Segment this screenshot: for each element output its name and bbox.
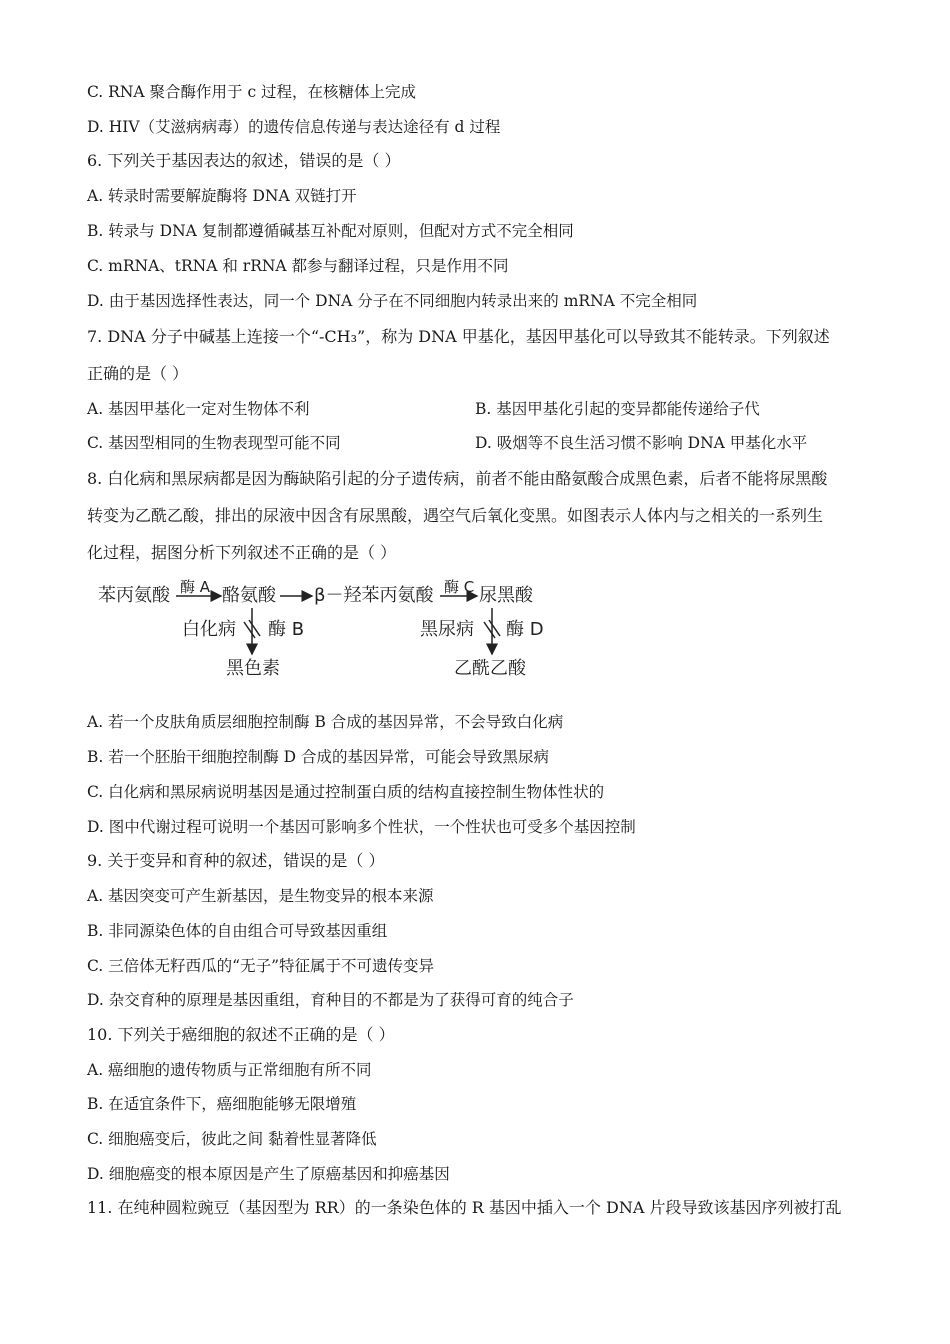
question-6: 6. 下列关于基因表达的叙述，错误的是（ ）: [87, 151, 401, 170]
homogentisic-acid-label: 尿黑酸: [479, 585, 533, 606]
option-b-q7: B. 基因甲基化引起的变异都能传递给子代: [475, 400, 760, 418]
question-8: 8. 白化病和黑尿病都是因为酶缺陷引起的分子遗传病，前者不能由酪氨酸合成黑色素，后者不能将尿黑酸: [87, 469, 828, 488]
question-9: 9. 关于变异和育种的叙述，错误的是（ ）: [87, 851, 385, 870]
option-d-q6: D. 由于基因选择性表达，同一个 DNA 分子在不同细胞内转录出来的 mRNA 不完全相同: [87, 292, 698, 310]
option-c-q8: C. 白化病和黑尿病说明基因是通过控制蛋白质的结构直接控制生物体性状的: [87, 783, 605, 801]
enzyme-c-label: 酶 C: [444, 578, 475, 596]
option-c-q6: C. mRNA、tRNA 和 rRNA 都参与翻译过程，只是作用不同: [87, 257, 509, 275]
option-b-q6: B. 转录与 DNA 复制都遵循碱基互补配对原则，但配对方式不完全相同: [87, 222, 574, 240]
option-c-q9: C. 三倍体无籽西瓜的“无子”特征属于不可遗传变异: [87, 957, 435, 975]
acetoacetate-label: 乙酰乙酸: [454, 658, 526, 679]
option-d-q8: D. 图中代谢过程可说明一个基因可影响多个性状，一个性状也可受多个基因控制: [87, 818, 636, 836]
option-b-q10: B. 在适宜条件下，癌细胞能够无限增殖: [87, 1095, 357, 1113]
question-10: 10. 下列关于癌细胞的叙述不正确的是（ ）: [87, 1025, 395, 1044]
metabolic-pathway-diagram: [90, 576, 560, 688]
question-8-cont1: 转变为乙酰乙酸，排出的尿液中因含有尿黑酸，遇空气后氧化变黑。如图表示人体内与之相关的一系列生: [87, 506, 824, 525]
enzyme-a-label: 酶 A: [180, 578, 211, 596]
option-a-q8: A. 若一个皮肤角质层细胞控制酶 B 合成的基因异常，不会导致白化病: [87, 713, 564, 731]
option-a-q9: A. 基因突变可产生新基因，是生物变异的根本来源: [87, 887, 434, 905]
question-7-cont: 正确的是（ ）: [87, 364, 189, 383]
phenylalanine-label: 苯丙氨酸: [98, 585, 170, 606]
option-b-q8: B. 若一个胚胎干细胞控制酶 D 合成的基因异常，可能会导致黑尿病: [87, 748, 550, 766]
option-d-q9: D. 杂交育种的原理是基因重组，育种目的不都是为了获得可育的纯合子: [87, 991, 574, 1009]
melanin-label: 黑色素: [226, 658, 280, 679]
question-7: 7. DNA 分子中碱基上连接一个“-CH₃”，称为 DNA 甲基化，基因甲基化可以导致其不能转录。下列叙述: [87, 327, 830, 346]
alkaptonuria-label: 黑尿病: [420, 619, 474, 640]
option-b-q9: B. 非同源染色体的自由组合可导致基因重组: [87, 922, 388, 940]
hydroxyphenylalanine-label: β－羟苯丙氨酸: [314, 585, 434, 606]
block-mark-d2: [489, 620, 500, 636]
option-a-q10: A. 癌细胞的遗传物质与正常细胞有所不同: [87, 1061, 372, 1079]
option-d-q10: D. 细胞癌变的根本原因是产生了原癌基因和抑癌基因: [87, 1165, 450, 1183]
tyrosine-label: 酪氨酸: [222, 585, 276, 606]
enzyme-d-label: 酶 D: [506, 619, 544, 640]
block-mark-b1: [244, 622, 255, 638]
option-c-q7: C. 基因型相同的生物表现型可能不同: [87, 434, 341, 452]
question-8-cont2: 化过程，据图分析下列叙述不正确的是（ ）: [87, 543, 397, 562]
option-d-q5: D. HIV（艾滋病病毒）的遗传信息传递与表达途径有 d 过程: [87, 118, 501, 136]
option-d-q7: D. 吸烟等不良生活习惯不影响 DNA 甲基化水平: [475, 434, 808, 452]
option-a-q6: A. 转录时需要解旋酶将 DNA 双链打开: [87, 187, 357, 205]
option-c-q5: C. RNA 聚合酶作用于 c 过程，在核糖体上完成: [87, 83, 417, 101]
albinism-label: 白化病: [182, 619, 236, 640]
option-a-q7: A. 基因甲基化一定对生物体不利: [87, 400, 310, 418]
block-mark-b2: [249, 620, 260, 636]
enzyme-b-label: 酶 B: [268, 619, 305, 640]
question-11: 11. 在纯种圆粒豌豆（基因型为 RR）的一条染色体的 R 基因中插入一个 DNA 片段导致该基因序列被打乱: [87, 1198, 842, 1217]
block-mark-d1: [484, 622, 495, 638]
option-c-q10: C. 细胞癌变后，彼此之间 黏着性显著降低: [87, 1130, 377, 1148]
